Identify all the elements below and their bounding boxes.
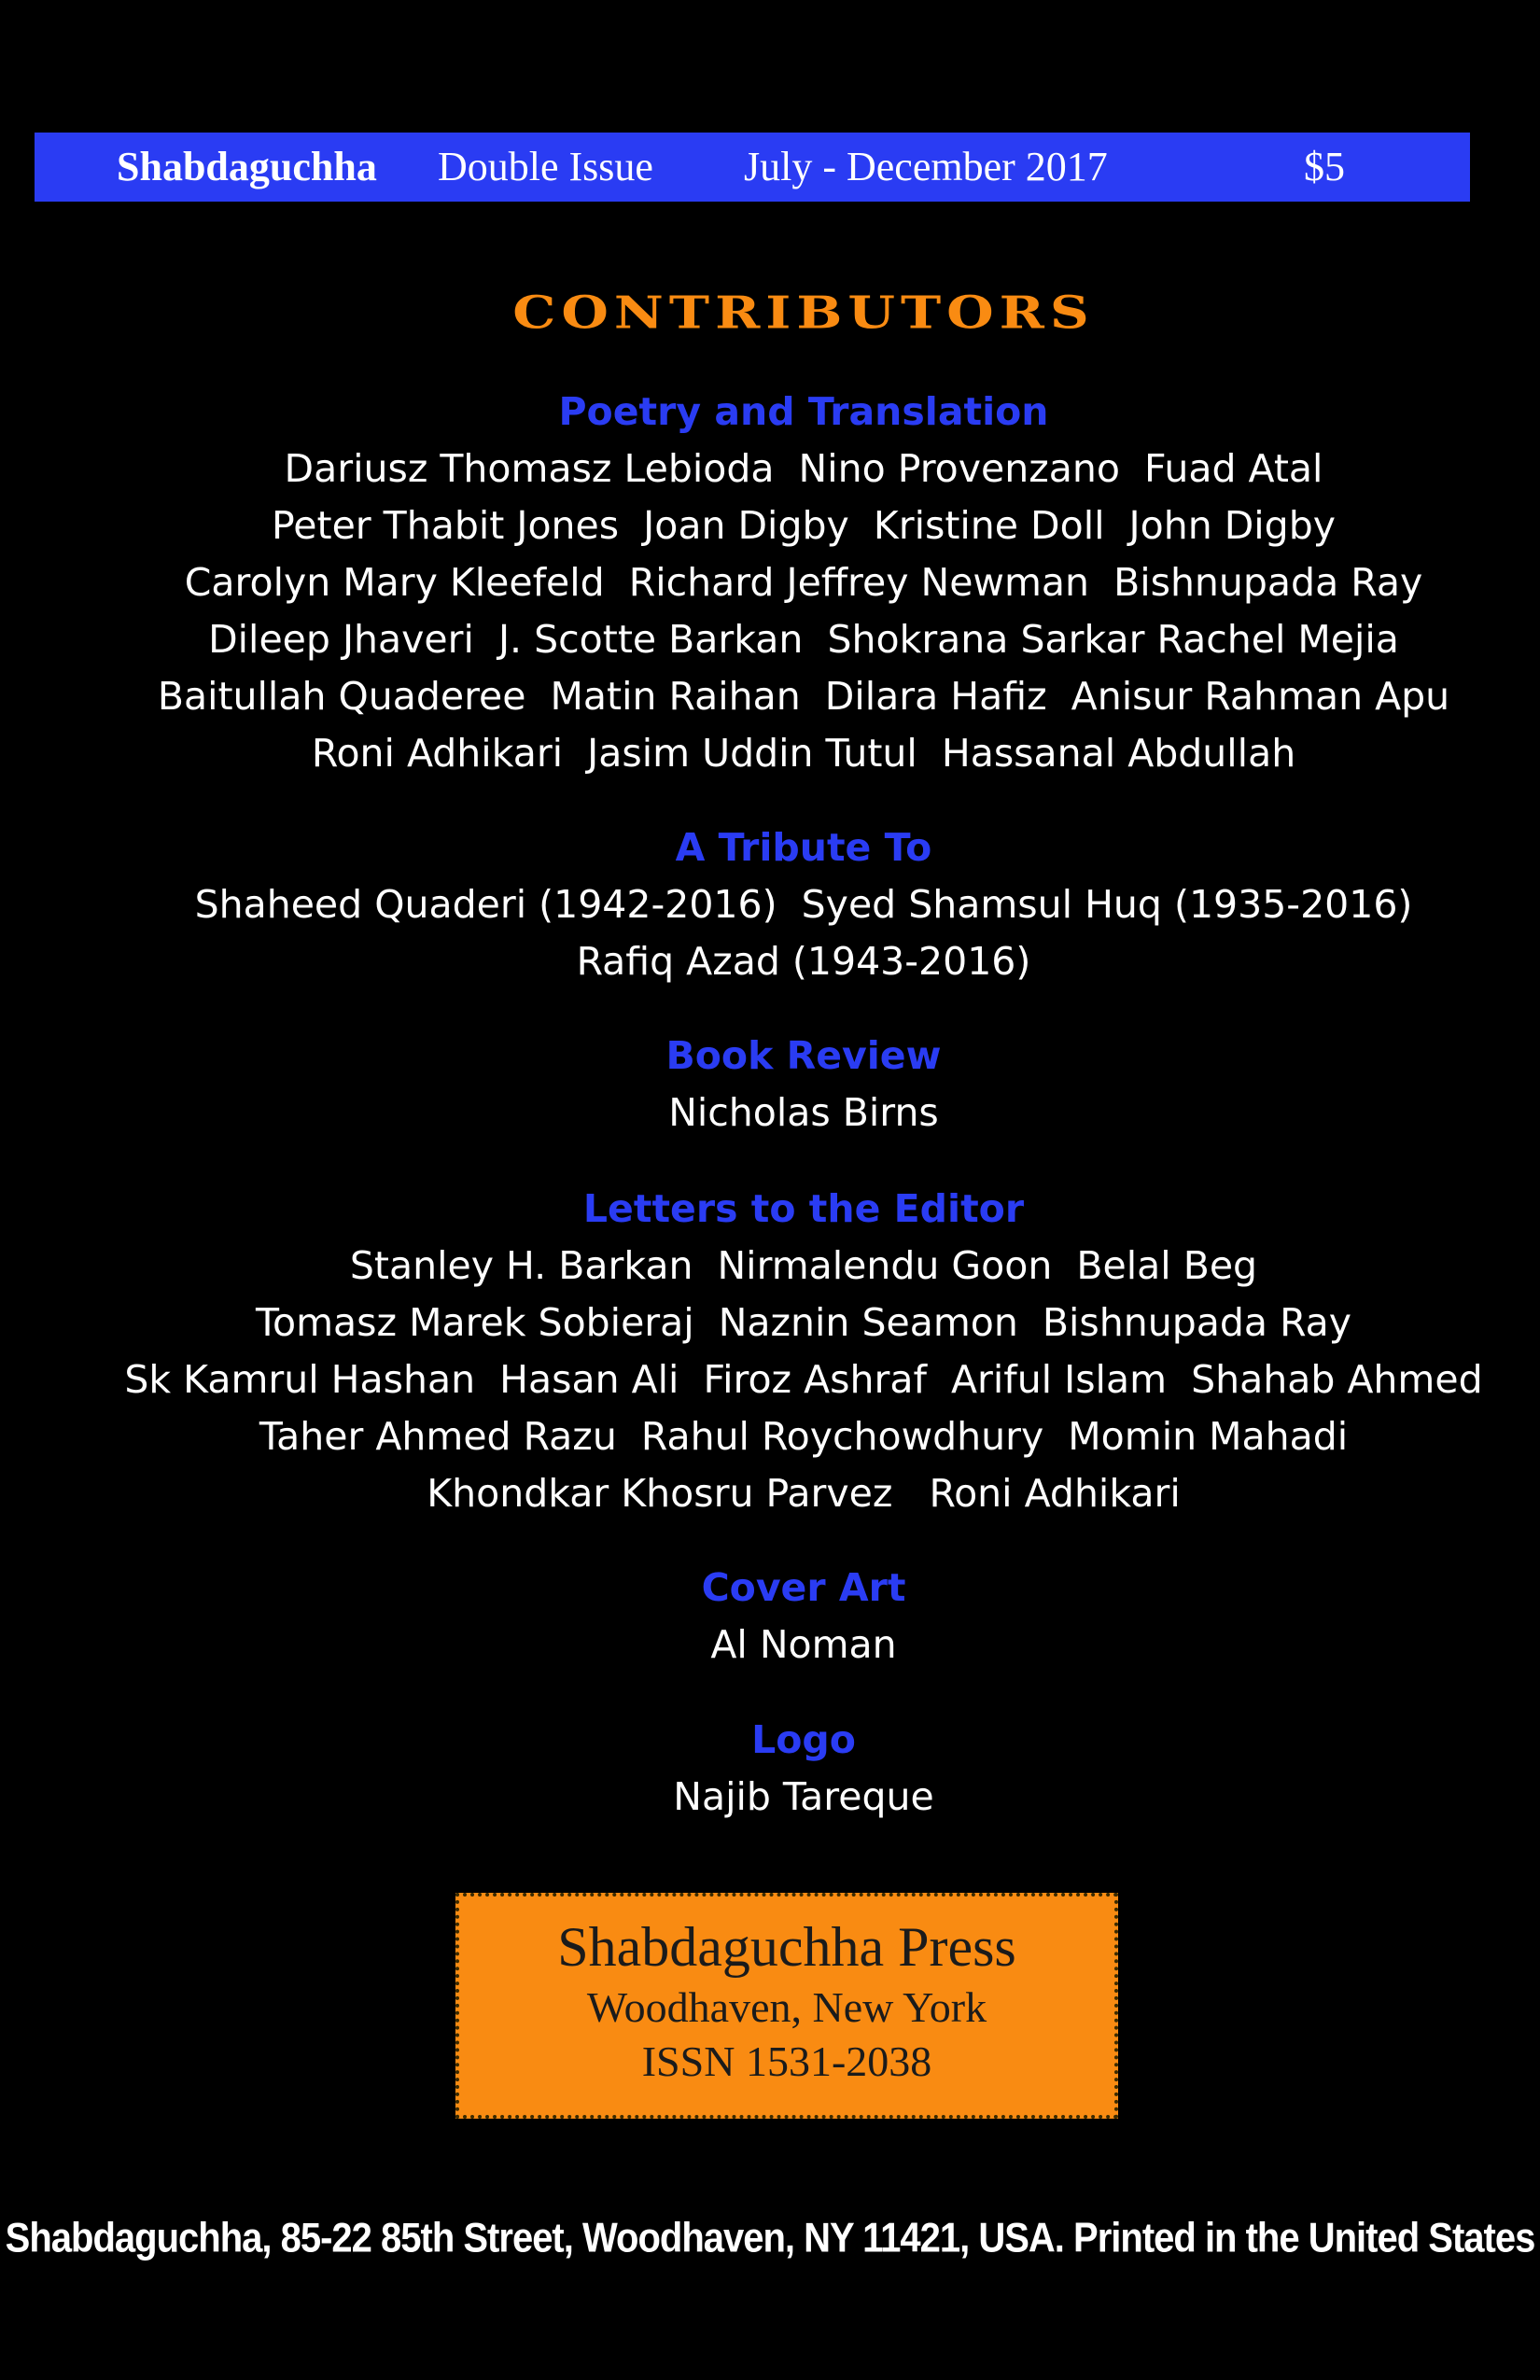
contributor-line: Baitullah Quaderee Matin Raihan Dilara Hafiz Anisur Rahman Apu bbox=[157, 674, 1450, 719]
press-info-box bbox=[455, 1893, 1118, 2119]
journal-title: Shabdaguchha bbox=[117, 144, 377, 189]
contributor-line: Peter Thabit Jones Joan Digby Kristine Doll John Digby bbox=[272, 503, 1336, 548]
contributor-line: Sk Kamrul Hashan Hasan Ali Firoz Ashraf Ariful Islam Shahab Ahmed bbox=[124, 1357, 1483, 1402]
contributor-line: Al Noman bbox=[710, 1622, 897, 1667]
footer-address: Shabdaguchha, 85-22 85th Street, Woodhaven, NY 11421, USA. Printed in the United States bbox=[5, 2215, 1535, 2261]
contributor-line: Najib Tareque bbox=[673, 1774, 934, 1819]
contributor-line: Rafiq Azad (1943-2016) bbox=[576, 939, 1031, 984]
section-heading: Cover Art bbox=[701, 1565, 906, 1610]
section-tribute bbox=[0, 819, 1540, 990]
press-location: Woodhaven, New York bbox=[586, 1983, 987, 2031]
section-heading: A Tribute To bbox=[675, 825, 932, 870]
section-heading: Letters to the Editor bbox=[582, 1186, 1025, 1231]
section-heading: Poetry and Translation bbox=[558, 389, 1049, 434]
section-poetry bbox=[0, 384, 1540, 782]
issue-label: Double Issue bbox=[438, 144, 653, 189]
section-heading: Logo bbox=[751, 1717, 856, 1762]
contributor-line: Roni Adhikari Jasim Uddin Tutul Hassanal Abdullah bbox=[311, 731, 1296, 776]
header-bar bbox=[35, 133, 1470, 202]
press-issn: ISSN 1531-2038 bbox=[641, 2037, 932, 2085]
section-logo bbox=[0, 1712, 1540, 1826]
contributor-line: Tomasz Marek Sobieraj Naznin Seamon Bishnupada Ray bbox=[255, 1300, 1352, 1345]
contributor-line: Shaheed Quaderi (1942-2016) Syed Shamsul Huq (1935-2016) bbox=[194, 882, 1413, 927]
press-name: Shabdaguchha Press bbox=[557, 1916, 1016, 1978]
issue-price: $5 bbox=[1304, 144, 1345, 189]
contributor-line: Dariusz Thomasz Lebioda Nino Provenzano Fuad Atal bbox=[284, 446, 1323, 491]
contributor-line: Carolyn Mary Kleefeld Richard Jeffrey Newman Bishnupada Ray bbox=[184, 560, 1423, 605]
contributors-title: CONTRIBUTORS bbox=[512, 287, 1095, 339]
section-heading: Book Review bbox=[665, 1033, 942, 1078]
contributor-line: Stanley H. Barkan Nirmalendu Goon Belal Beg bbox=[349, 1243, 1258, 1288]
contributor-line: Dileep Jhaveri J. Scotte Barkan Shokrana Sarkar Rachel Mejia bbox=[208, 617, 1399, 662]
section-book-review bbox=[0, 1028, 1540, 1141]
contributor-line: Nicholas Birns bbox=[668, 1090, 939, 1135]
section-cover-art bbox=[0, 1560, 1540, 1673]
contributor-line: Taher Ahmed Razu Rahul Roychowdhury Momin Mahadi bbox=[259, 1414, 1349, 1459]
section-letters bbox=[0, 1181, 1540, 1522]
issue-date: July - December 2017 bbox=[744, 144, 1108, 189]
contributor-line: Khondkar Khosru Parvez Roni Adhikari bbox=[427, 1471, 1181, 1516]
